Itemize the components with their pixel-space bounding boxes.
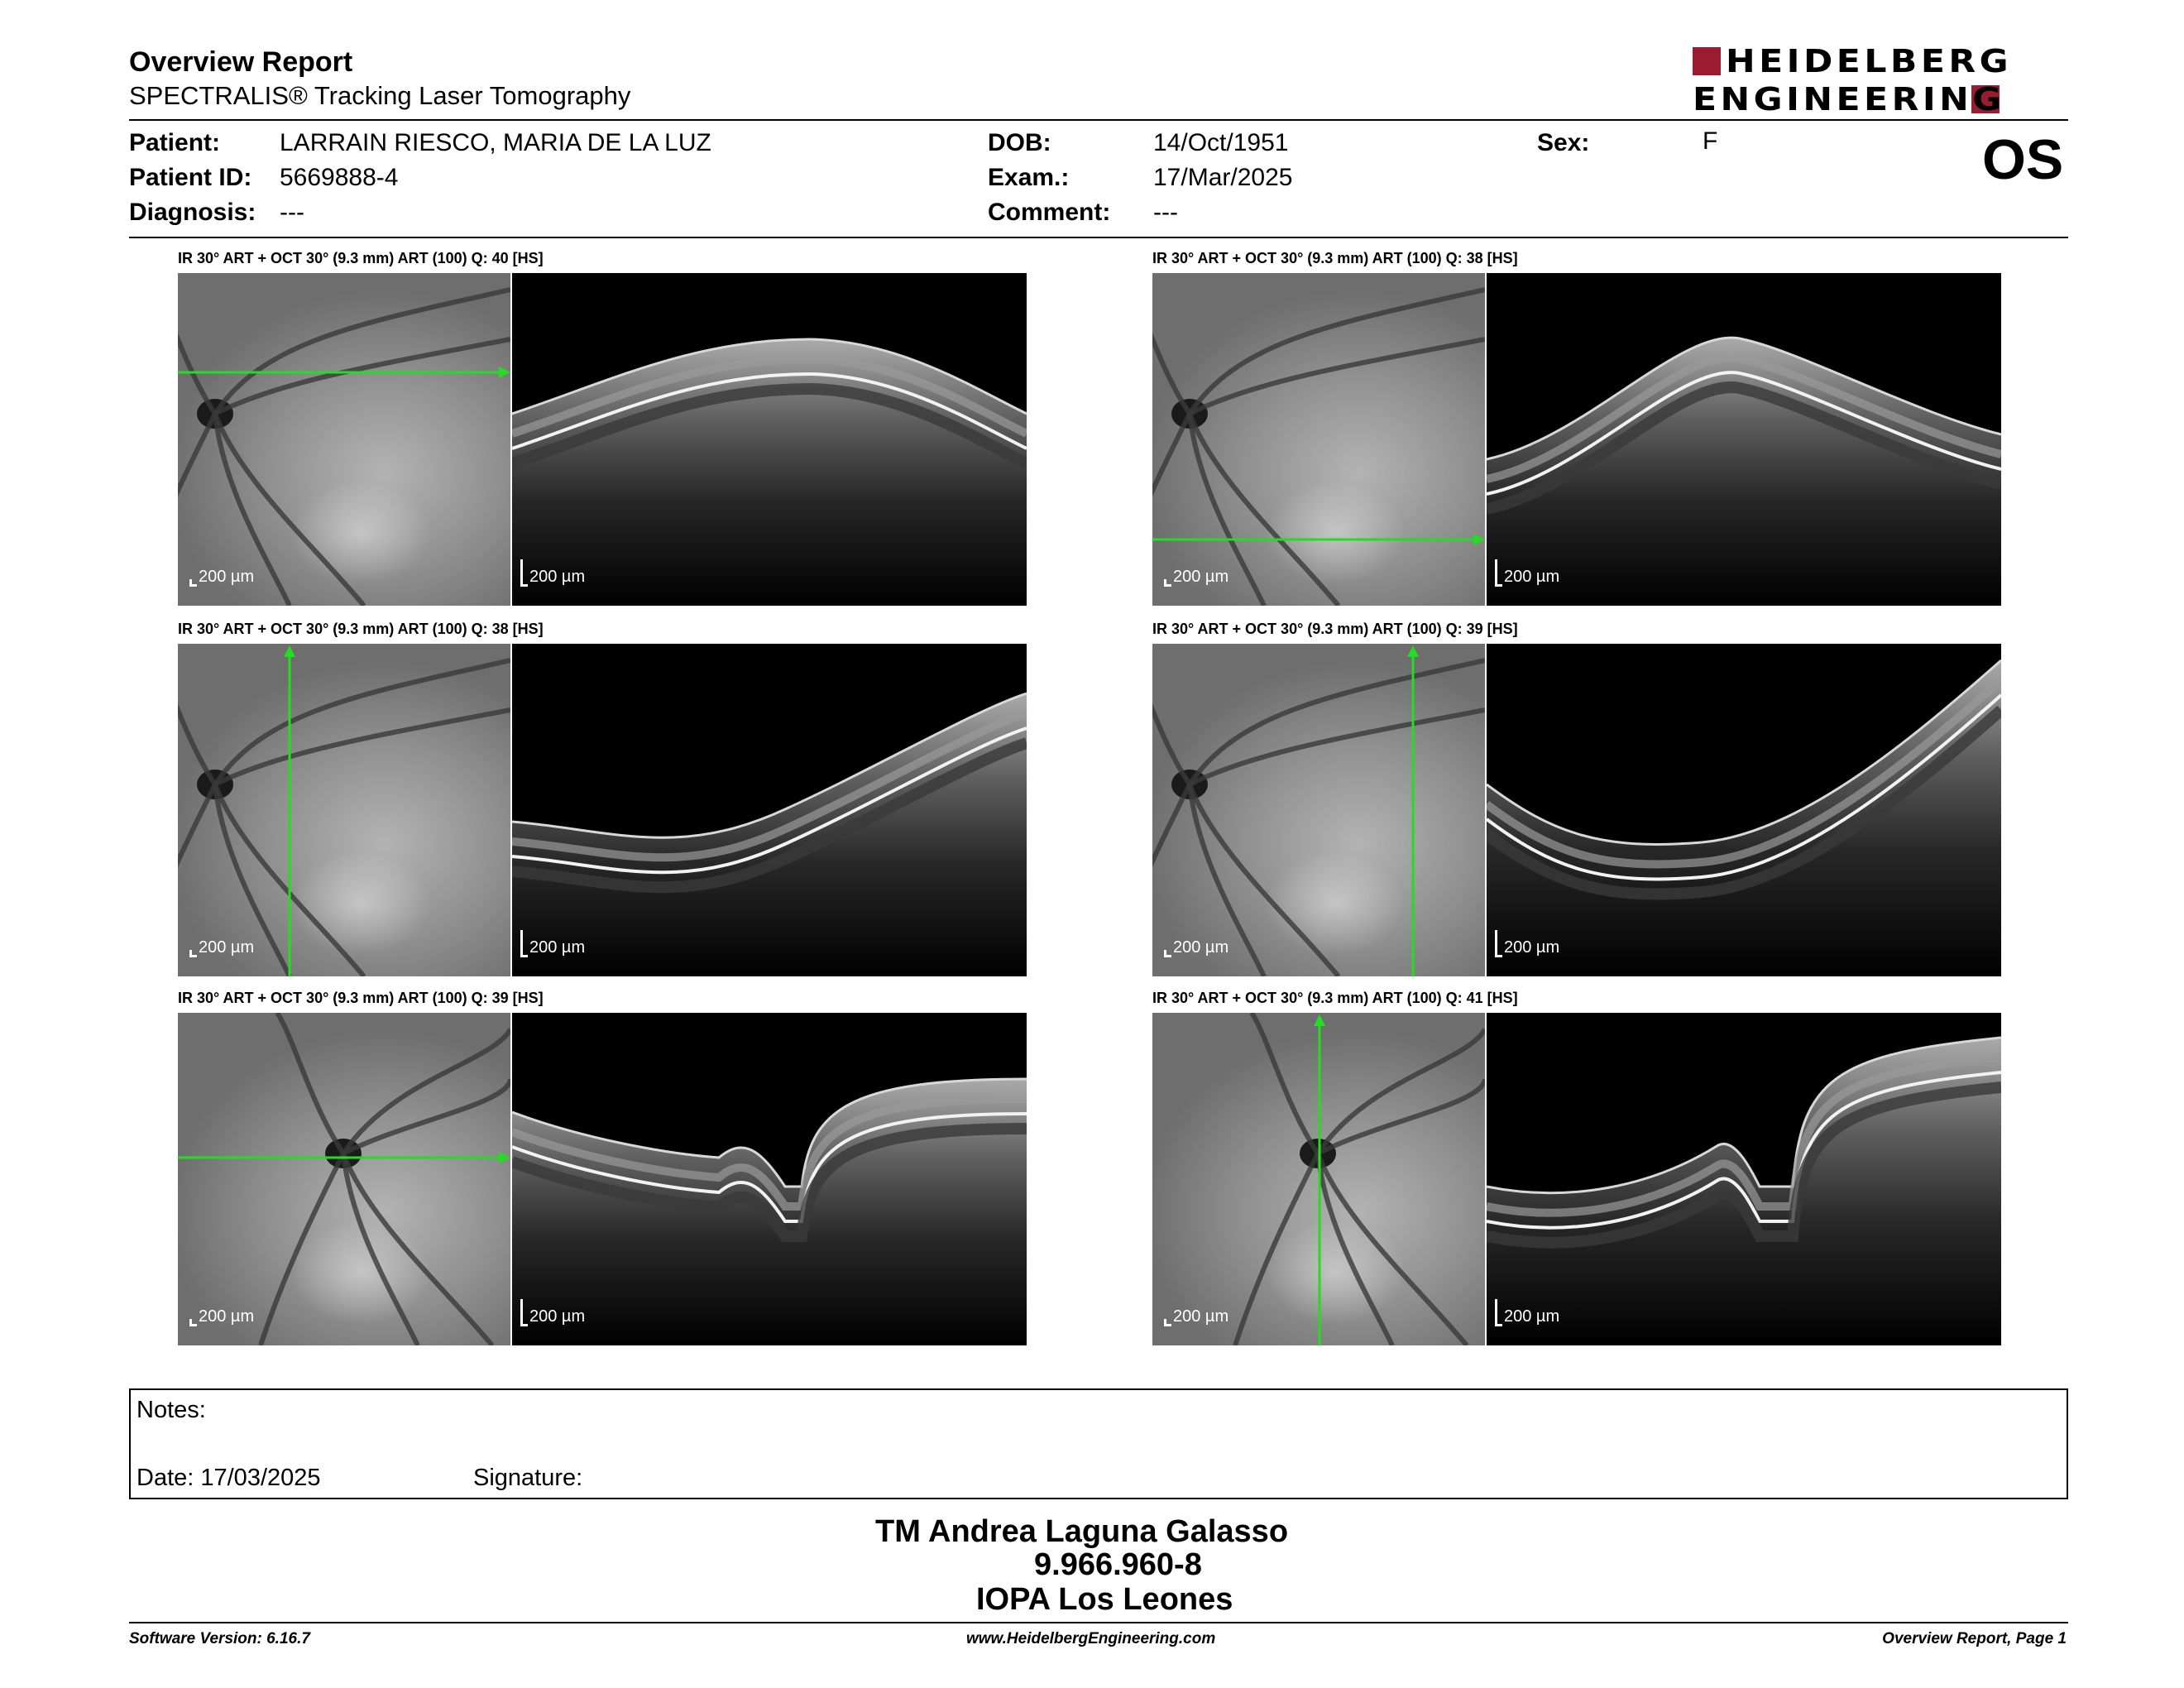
- patient-name: LARRAIN RIESCO, MARIA DE LA LUZ: [280, 129, 711, 156]
- oct-bscan-image: [1487, 644, 2001, 976]
- scan-caption: IR 30° ART + OCT 30° (9.3 mm) ART (100) Q: 40 [HS]: [178, 250, 544, 266]
- sex-value: F: [1703, 127, 1718, 155]
- comment-value: ---: [1153, 199, 1178, 226]
- ir-scale-bar: [1164, 1307, 1228, 1326]
- scan-position-line: [178, 273, 510, 606]
- oct-bscan-image: [512, 273, 1027, 606]
- eye-indicator: OS: [1982, 128, 2064, 191]
- oct-scale-bar: [520, 930, 585, 957]
- ir-scale-label: 200 µm: [199, 938, 255, 957]
- ir-fundus-image: [178, 273, 510, 606]
- signer-institution: IOPA Los Leones: [976, 1582, 1233, 1617]
- ir-fundus-image: [178, 1013, 510, 1345]
- oct-scale-label: 200 µm: [1504, 938, 1560, 957]
- oct-scale-label: 200 µm: [1504, 1307, 1560, 1326]
- diagnosis-label: Diagnosis:: [129, 199, 256, 226]
- diagnosis-value: ---: [280, 199, 304, 226]
- scan-caption: IR 30° ART + OCT 30° (9.3 mm) ART (100) Q: 38 [HS]: [1152, 250, 1518, 266]
- date-label: Date: 17/03/2025: [136, 1465, 321, 1491]
- patient-label: Patient:: [129, 129, 221, 156]
- exam-value: 17/Mar/2025: [1153, 164, 1293, 191]
- notes-box[interactable]: [129, 1388, 2068, 1499]
- ir-scale-label: 200 µm: [199, 1307, 255, 1326]
- scan-caption: IR 30° ART + OCT 30° (9.3 mm) ART (100) Q: 41 [HS]: [1152, 990, 1518, 1006]
- page-number: Overview Report, Page 1: [1882, 1630, 2067, 1647]
- ir-fundus-image: [1152, 1013, 1485, 1345]
- ir-scale-bar: [189, 938, 254, 957]
- ir-scale-bar: [1164, 568, 1228, 587]
- patient-id-label: Patient ID:: [129, 164, 252, 191]
- ir-fundus-image: [1152, 644, 1485, 976]
- patient-id: 5669888-4: [280, 164, 399, 191]
- ir-scale-label: 200 µm: [1173, 1307, 1229, 1326]
- oct-scale-bar: [520, 559, 585, 587]
- scan-position-line: [1152, 644, 1485, 976]
- oct-scale-bar: [1495, 559, 1559, 587]
- heidelberg-logo: [1693, 45, 2076, 117]
- signature-label: Signature:: [473, 1465, 583, 1491]
- scan-position-line: [178, 644, 510, 976]
- ir-scale-bar: [189, 568, 254, 587]
- ir-scale-label: 200 µm: [199, 568, 255, 586]
- website-link[interactable]: www.HeidelbergEngineering.com: [966, 1630, 1216, 1647]
- oct-bscan-image: [1487, 273, 2001, 606]
- ir-scale-bar: [1164, 938, 1228, 957]
- oct-bscan-image: [512, 644, 1027, 976]
- header-rule: [129, 119, 2068, 121]
- ir-scale-bar: [189, 1307, 254, 1326]
- dob-value: 14/Oct/1951: [1153, 129, 1289, 156]
- exam-label: Exam.:: [988, 164, 1070, 191]
- dob-label: DOB:: [988, 129, 1051, 156]
- patient-rule: [129, 237, 2068, 238]
- scan-caption: IR 30° ART + OCT 30° (9.3 mm) ART (100) Q: 39 [HS]: [178, 990, 544, 1006]
- oct-bscan-image: [512, 1013, 1027, 1345]
- report-subtitle: SPECTRALIS® Tracking Laser Tomography: [129, 81, 631, 110]
- ir-scale-label: 200 µm: [1173, 568, 1229, 586]
- ir-fundus-image: [1152, 273, 1485, 606]
- logo-line-1: HEIDELBERG: [1726, 43, 2013, 79]
- ir-scale-label: 200 µm: [1173, 938, 1229, 957]
- software-version: Software Version: 6.16.7: [129, 1630, 310, 1647]
- oct-scale-label: 200 µm: [529, 1307, 586, 1326]
- oct-scale-label: 200 µm: [529, 938, 586, 957]
- signer-rut: 9.966.960-8: [1034, 1547, 1202, 1582]
- report-title: Overview Report: [129, 46, 353, 78]
- ir-fundus-image: [178, 644, 510, 976]
- scan-position-line: [1152, 273, 1485, 606]
- comment-label: Comment:: [988, 199, 1111, 226]
- scan-position-line: [1152, 1013, 1485, 1345]
- oct-bscan-image: [1487, 1013, 2001, 1345]
- scan-position-line: [178, 1013, 510, 1345]
- oct-scale-label: 200 µm: [1504, 568, 1560, 586]
- notes-label: Notes:: [136, 1397, 206, 1423]
- logo-line-2: ENGINEERING: [1693, 81, 2005, 117]
- oct-scale-bar: [1495, 930, 1559, 957]
- oct-scale-label: 200 µm: [529, 568, 586, 586]
- logo-square-icon: [1693, 47, 1721, 75]
- sex-label: Sex:: [1537, 129, 1590, 156]
- footer-rule: [129, 1622, 2068, 1623]
- signer-name: TM Andrea Laguna Galasso: [875, 1514, 1289, 1549]
- scan-caption: IR 30° ART + OCT 30° (9.3 mm) ART (100) Q: 38 [HS]: [178, 621, 544, 637]
- oct-scale-bar: [520, 1299, 585, 1326]
- scan-caption: IR 30° ART + OCT 30° (9.3 mm) ART (100) Q: 39 [HS]: [1152, 621, 1518, 637]
- oct-scale-bar: [1495, 1299, 1559, 1326]
